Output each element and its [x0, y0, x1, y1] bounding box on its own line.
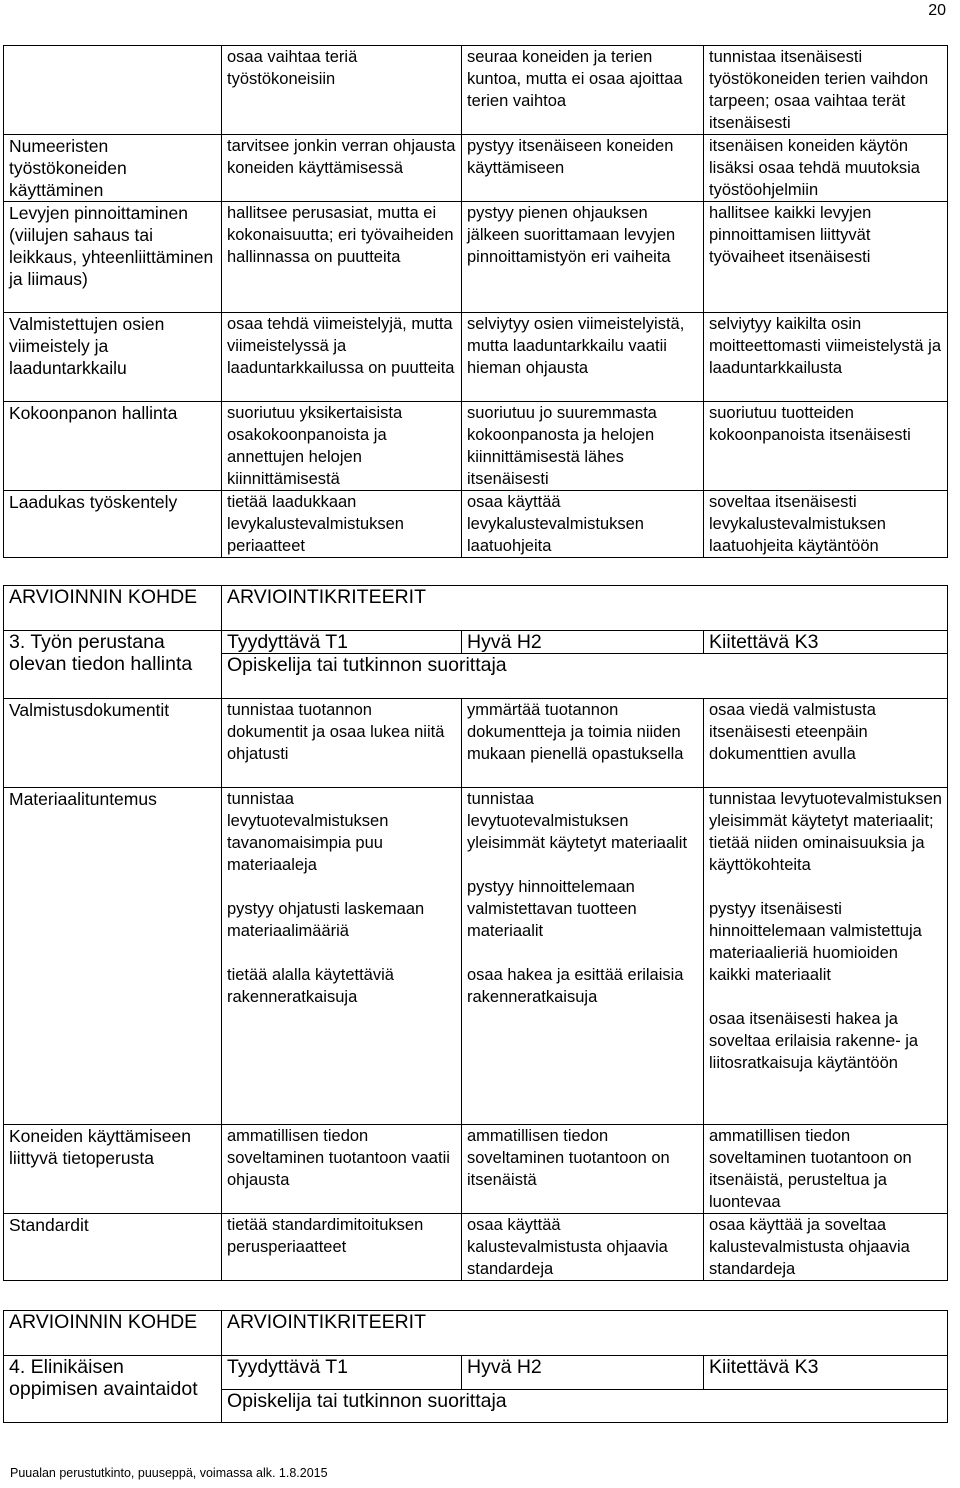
- assessment-target: Levyjen pinnoittaminen (viilujen sahaus tai leikkaus, yhteenliittäminen ja liimaus): [4, 202, 222, 313]
- criterion-text: tarvitsee jonkin verran ohjausta koneiden käyttämisessä: [227, 137, 456, 177]
- criterion-t1: [222, 313, 462, 402]
- criterion-h2: [462, 1125, 704, 1214]
- grade-t1: Tyydyttävä T1: [222, 631, 462, 654]
- assessment-target: Kokoonpanon hallinta: [4, 402, 222, 491]
- criterion-t1: [222, 788, 462, 1125]
- assessment-target: Numeeristen työstökoneiden käyttäminen: [4, 135, 222, 202]
- criterion-t1: [222, 491, 462, 558]
- criterion-text: selviytyy kaikilta osin moitteettomasti viimeistelystä ja laaduntarkkailusta: [709, 315, 941, 377]
- criterion-text: osaa viedä valmistusta itsenäisesti eteenpäin dokumenttien avulla: [709, 701, 876, 763]
- criterion-h2: [462, 46, 704, 135]
- criterion-k3: [704, 491, 948, 558]
- criterion-t1: [222, 135, 462, 202]
- criterion-h2: [462, 491, 704, 558]
- criterion-text: hallitsee kaikki levyjen pinnoittamisen liittyvät työvaiheet itsenäisesti: [709, 204, 872, 266]
- criteria-row: [4, 46, 948, 135]
- grade-k3: Kiitettävä K3: [704, 631, 948, 654]
- section-3-grade-row: [4, 631, 948, 654]
- criterion-k3: [704, 699, 948, 788]
- assessment-target: Koneiden käyttämiseen liittyvä tietoperusta: [4, 1125, 222, 1214]
- criterion-k3: [704, 1214, 948, 1281]
- criterion-text: suoriutuu jo suuremmasta kokoonpanosta ja helojen kiinnittämisestä lähes itsenäisesti: [467, 404, 657, 488]
- criteria-row: [4, 788, 948, 1125]
- criteria-row: [4, 402, 948, 491]
- criteria-row: [4, 699, 948, 788]
- criterion-text: itsenäisen koneiden käytön lisäksi osaa tehdä muutoksia työstöohjelmiin: [709, 137, 920, 199]
- criterion-text: pystyy pienen ohjauksen jälkeen suorittamaan levyjen pinnoittamistyön eri vaiheita: [467, 204, 676, 266]
- criterion-t1: [222, 1214, 462, 1281]
- section-4-title: 4. Elinikäisen oppimisen avaintaidot: [4, 1356, 222, 1423]
- section-3-header-row: [4, 586, 948, 631]
- criterion-text: seuraa koneiden ja terien kuntoa, mutta ei osaa ajoittaa terien vaihtoa: [467, 48, 683, 110]
- criterion-k3: [704, 1125, 948, 1214]
- criterion-h2: [462, 788, 704, 1125]
- criterion-h2: [462, 202, 704, 313]
- performer-label: Opiskelija tai tutkinnon suorittaja: [222, 1389, 948, 1423]
- criterion-text: selviytyy osien viimeistelyistä, mutta laaduntarkkailu vaatii hieman ohjausta: [467, 315, 685, 377]
- top-criteria-table: [3, 45, 948, 558]
- criterion-text: osaa tehdä viimeistelyjä, mutta viimeistelyssä ja laaduntarkkailussa on puutteita: [227, 315, 455, 377]
- grade-h2: Hyvä H2: [462, 631, 704, 654]
- criterion-text: osaa hakea ja esittää erilaisia rakenneratkaisuja: [467, 966, 684, 1006]
- criterion-t1: [222, 699, 462, 788]
- criterion-text: soveltaa itsenäisesti levykalustevalmistuksen laatuohjeita käytäntöön: [709, 493, 886, 555]
- criterion-text: suoriutuu tuotteiden kokoonpanoista itsenäisesti: [709, 404, 911, 444]
- criterion-t1: [222, 46, 462, 135]
- criterion-t1: [222, 202, 462, 313]
- criterion-text: tunnistaa levytuotevalmistuksen yleisimmät käytetyt materiaalit: [467, 790, 688, 852]
- assessment-target: Laadukas työskentely: [4, 491, 222, 558]
- target-header: ARVIOINNIN KOHDE: [4, 586, 222, 631]
- assessment-target: Standardit: [4, 1214, 222, 1281]
- criterion-h2: [462, 402, 704, 491]
- criterion-k3: [704, 135, 948, 202]
- criterion-h2: [462, 313, 704, 402]
- section-4-header-row: [4, 1311, 948, 1356]
- page-footer: Puualan perustutkinto, puuseppä, voimassa alk. 1.8.2015: [10, 1466, 328, 1480]
- criteria-row: [4, 1125, 948, 1214]
- criterion-text: ymmärtää tuotannon dokumentteja ja toimia niiden mukaan pienellä opastuksella: [467, 701, 684, 763]
- section-4-grade-row: [4, 1356, 948, 1390]
- criterion-text: osaa käyttää kalustevalmistusta ohjaavia standardeja: [467, 1216, 668, 1278]
- section-3-title: 3. Työn perustana olevan tiedon hallinta: [4, 631, 222, 699]
- criteria-header: ARVIOINTIKRITEERIT: [222, 586, 948, 631]
- assessment-target: [4, 46, 222, 135]
- criteria-row: [4, 313, 948, 402]
- criterion-k3: [704, 46, 948, 135]
- criterion-t1: [222, 1125, 462, 1214]
- criterion-text: tunnistaa levytuotevalmistuksen yleisimmät käytetyt materiaalit; tietää niiden ominaisuuksia ja käyttökohteita: [709, 790, 942, 874]
- assessment-target: Materiaalituntemus: [4, 788, 222, 1125]
- criterion-h2: [462, 135, 704, 202]
- section-4-table: [3, 1310, 948, 1423]
- criterion-text: pystyy itsenäisesti hinnoittelemaan valmistettuja materiaalieriä huomioiden kaikki materiaalit: [709, 900, 922, 984]
- page-number: 20: [928, 2, 946, 19]
- criterion-t1: [222, 402, 462, 491]
- criteria-row: [4, 202, 948, 313]
- criterion-text: tietää laadukkaan levykalustevalmistuksen periaatteet: [227, 493, 404, 555]
- criterion-text: tietää alalla käytettäviä rakenneratkaisuja: [227, 966, 394, 1006]
- criterion-k3: [704, 788, 948, 1125]
- performer-label: Opiskelija tai tutkinnon suorittaja: [222, 654, 948, 699]
- criteria-row: [4, 491, 948, 558]
- grade-t1: Tyydyttävä T1: [222, 1356, 462, 1390]
- criterion-k3: [704, 202, 948, 313]
- section-3-table: [3, 585, 948, 1281]
- criterion-h2: [462, 699, 704, 788]
- criterion-text: tietää standardimitoituksen perusperiaatteet: [227, 1216, 424, 1256]
- criterion-text: hallitsee perusasiat, mutta ei kokonaisuutta; eri työvaiheiden hallinnassa on puutteita: [227, 204, 454, 266]
- criterion-text: tunnistaa itsenäisesti työstökoneiden terien vaihdon tarpeen; osaa vaihtaa terät itsenäisesti: [709, 48, 929, 132]
- criterion-text: tunnistaa levytuotevalmistuksen tavanomaisimpia puu materiaaleja: [227, 790, 389, 874]
- criterion-text: pystyy itsenäiseen koneiden käyttämiseen: [467, 137, 674, 177]
- criterion-text: tunnistaa tuotannon dokumentit ja osaa lukea niitä ohjatusti: [227, 701, 445, 763]
- criterion-h2: [462, 1214, 704, 1281]
- criteria-row: [4, 1214, 948, 1281]
- assessment-target: Valmistusdokumentit: [4, 699, 222, 788]
- criterion-text: ammatillisen tiedon soveltaminen tuotantoon vaatii ohjausta: [227, 1127, 450, 1189]
- criterion-k3: [704, 402, 948, 491]
- assessment-target: Valmistettujen osien viimeistely ja laaduntarkkailu: [4, 313, 222, 402]
- criteria-row: [4, 135, 948, 202]
- criterion-text: osaa vaihtaa teriä työstökoneisiin: [227, 48, 358, 88]
- criterion-text: ammatillisen tiedon soveltaminen tuotantoon on itsenäistä, perusteltua ja luontevaa: [709, 1127, 912, 1211]
- grade-h2: Hyvä H2: [462, 1356, 704, 1390]
- criterion-text: ammatillisen tiedon soveltaminen tuotantoon on itsenäistä: [467, 1127, 670, 1189]
- criterion-text: osaa käyttää ja soveltaa kalustevalmistusta ohjaavia standardeja: [709, 1216, 910, 1278]
- criterion-text: pystyy ohjatusti laskemaan materiaalimääriä: [227, 900, 425, 940]
- criterion-text: pystyy hinnoittelemaan valmistettavan tuotteen materiaalit: [467, 878, 637, 940]
- target-header: ARVIOINNIN KOHDE: [4, 1311, 222, 1356]
- criterion-text: osaa käyttää levykalustevalmistuksen laatuohjeita: [467, 493, 644, 555]
- criterion-text: osaa itsenäisesti hakea ja soveltaa erilaisia rakenne- ja liitosratkaisuja käytäntöön: [709, 1010, 919, 1072]
- grade-k3: Kiitettävä K3: [704, 1356, 948, 1390]
- criterion-k3: [704, 313, 948, 402]
- criterion-text: suoriutuu yksikertaisista osakokoonpanoista ja annettujen helojen kiinnittämisestä: [227, 404, 403, 488]
- criteria-header: ARVIOINTIKRITEERIT: [222, 1311, 948, 1356]
